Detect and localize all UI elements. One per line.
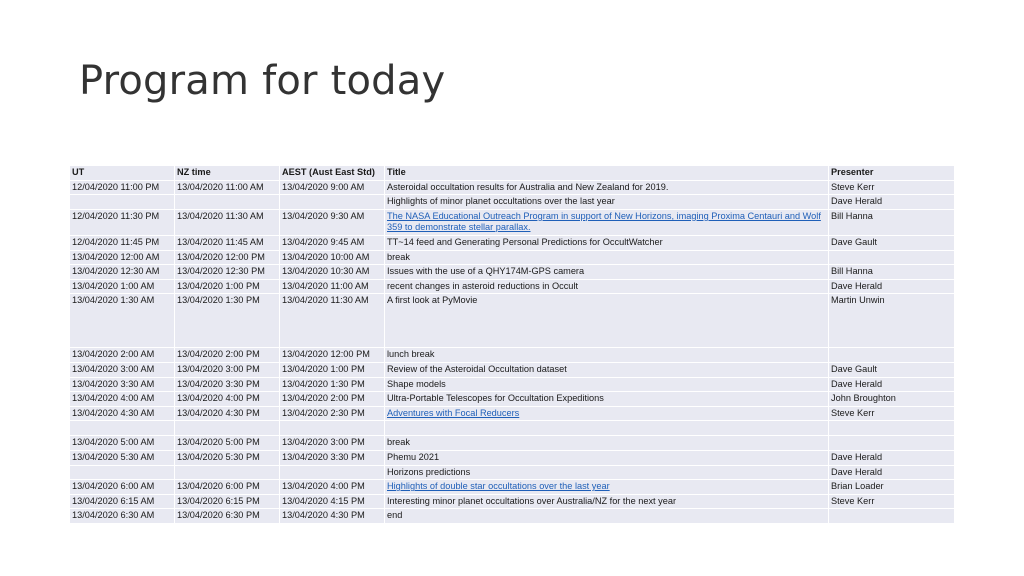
table-header-row: [70, 166, 955, 181]
table-row: [70, 265, 955, 280]
cell-nz-time: 13/04/2020 4:00 PM: [175, 392, 280, 407]
cell-nz-time: [175, 195, 280, 210]
cell-title: Asteroidal occultation results for Australia and New Zealand for 2019.: [385, 180, 829, 195]
cell-ut: 13/04/2020 5:00 AM: [70, 436, 175, 451]
cell-aest: 13/04/2020 1:00 PM: [280, 362, 385, 377]
cell-ut: [70, 465, 175, 480]
table-row: [70, 509, 955, 524]
cell-title: recent changes in asteroid reductions in Occult: [385, 279, 829, 294]
table-row: [70, 362, 955, 377]
table-row: [70, 406, 955, 421]
cell-presenter: John Broughton: [829, 392, 955, 407]
cell-nz-time: 13/04/2020 3:00 PM: [175, 362, 280, 377]
focal-reducers-link[interactable]: Adventures with Focal Reducers: [387, 407, 520, 418]
cell-nz-time: 13/04/2020 6:15 PM: [175, 494, 280, 509]
cell-ut: 12/04/2020 11:45 PM: [70, 235, 175, 250]
cell-ut: 12/04/2020 11:30 PM: [70, 209, 175, 235]
cell-title: [385, 209, 829, 235]
new-horizons-link[interactable]: The NASA Educational Outreach Program in support of New Horizons, imaging Proxima Centauri and Wolf 359 to demonstrate stellar parallax.: [387, 210, 821, 233]
header-aest: AEST (Aust East Std): [280, 166, 385, 181]
cell-title: Highlights of minor planet occultations over the last year: [385, 195, 829, 210]
cell-nz-time: 13/04/2020 5:00 PM: [175, 436, 280, 451]
cell-title: Review of the Asteroidal Occultation dataset: [385, 362, 829, 377]
cell-aest: 13/04/2020 10:00 AM: [280, 250, 385, 265]
cell-aest: 13/04/2020 11:30 AM: [280, 294, 385, 348]
double-star-link[interactable]: Highlights of double star occultations over the last year: [387, 481, 610, 492]
cell-aest: 13/04/2020 1:30 PM: [280, 377, 385, 392]
cell-aest: [280, 465, 385, 480]
cell-title: break: [385, 436, 829, 451]
table-row: [70, 480, 955, 495]
cell-ut: 13/04/2020 12:00 AM: [70, 250, 175, 265]
cell-aest: 13/04/2020 3:00 PM: [280, 436, 385, 451]
cell-presenter: Brian Loader: [829, 480, 955, 495]
table-row: [70, 348, 955, 363]
cell-title: [385, 480, 829, 495]
cell-aest: 13/04/2020 2:30 PM: [280, 406, 385, 421]
cell-title: break: [385, 250, 829, 265]
cell-aest: 13/04/2020 9:30 AM: [280, 209, 385, 235]
cell-ut: 13/04/2020 2:00 AM: [70, 348, 175, 363]
header-title: Title: [385, 166, 829, 181]
cell-aest: 13/04/2020 4:15 PM: [280, 494, 385, 509]
cell-presenter: [829, 436, 955, 451]
cell-title: Phemu 2021: [385, 450, 829, 465]
cell-nz-time: 13/04/2020 6:30 PM: [175, 509, 280, 524]
program-table: [69, 165, 955, 524]
cell-aest: 13/04/2020 9:45 AM: [280, 235, 385, 250]
cell-presenter: Steve Kerr: [829, 180, 955, 195]
cell-title: Interesting minor planet occultations over Australia/NZ for the next year: [385, 494, 829, 509]
cell-aest: [280, 195, 385, 210]
cell-nz-time: 13/04/2020 11:00 AM: [175, 180, 280, 195]
cell-title: Horizons predictions: [385, 465, 829, 480]
cell-presenter: Dave Herald: [829, 465, 955, 480]
table-row: [70, 235, 955, 250]
cell-presenter: [829, 250, 955, 265]
header-ut: UT: [70, 166, 175, 181]
cell-ut: 13/04/2020 1:30 AM: [70, 294, 175, 348]
cell-aest: 13/04/2020 4:00 PM: [280, 480, 385, 495]
cell-nz-time: 13/04/2020 11:45 AM: [175, 235, 280, 250]
table-row: [70, 195, 955, 210]
cell-presenter: Bill Hanna: [829, 265, 955, 280]
cell-title: lunch break: [385, 348, 829, 363]
cell-title: Ultra-Portable Telescopes for Occultation Expeditions: [385, 392, 829, 407]
cell-nz-time: 13/04/2020 4:30 PM: [175, 406, 280, 421]
cell-nz-time: 13/04/2020 12:30 PM: [175, 265, 280, 280]
cell-presenter: Martin Unwin: [829, 294, 955, 348]
cell-ut: 13/04/2020 5:30 AM: [70, 450, 175, 465]
cell-aest: 13/04/2020 2:00 PM: [280, 392, 385, 407]
cell-presenter: Dave Herald: [829, 279, 955, 294]
cell-nz-time: 13/04/2020 1:00 PM: [175, 279, 280, 294]
cell-presenter: Dave Gault: [829, 235, 955, 250]
cell-presenter: Dave Herald: [829, 450, 955, 465]
table-row: [70, 392, 955, 407]
table-row: [70, 180, 955, 195]
cell-ut: 13/04/2020 6:00 AM: [70, 480, 175, 495]
cell-presenter: Dave Herald: [829, 377, 955, 392]
cell-nz-time: 13/04/2020 3:30 PM: [175, 377, 280, 392]
cell-aest: 13/04/2020 11:00 AM: [280, 279, 385, 294]
cell-ut: 12/04/2020 11:00 PM: [70, 180, 175, 195]
cell-ut: 13/04/2020 12:30 AM: [70, 265, 175, 280]
cell-ut: [70, 195, 175, 210]
cell-presenter: [829, 509, 955, 524]
cell-nz-time: 13/04/2020 2:00 PM: [175, 348, 280, 363]
cell-aest: 13/04/2020 3:30 PM: [280, 450, 385, 465]
cell-ut: 13/04/2020 6:30 AM: [70, 509, 175, 524]
cell-presenter: [829, 348, 955, 363]
cell-title: end: [385, 509, 829, 524]
cell-ut: 13/04/2020 6:15 AM: [70, 494, 175, 509]
table-row: [70, 209, 955, 235]
cell-title: Issues with the use of a QHY174M-GPS camera: [385, 265, 829, 280]
cell-title: Shape models: [385, 377, 829, 392]
cell-nz-time: [175, 465, 280, 480]
cell-ut: 13/04/2020 4:00 AM: [70, 392, 175, 407]
cell-nz-time: 13/04/2020 5:30 PM: [175, 450, 280, 465]
cell-nz-time: 13/04/2020 11:30 AM: [175, 209, 280, 235]
cell-presenter: Bill Hanna: [829, 209, 955, 235]
table-row: [70, 465, 955, 480]
cell-aest: 13/04/2020 4:30 PM: [280, 509, 385, 524]
cell-ut: 13/04/2020 3:00 AM: [70, 362, 175, 377]
table-row: [70, 450, 955, 465]
cell-presenter: Steve Kerr: [829, 406, 955, 421]
table-row: [70, 494, 955, 509]
table-row: [70, 279, 955, 294]
cell-nz-time: 13/04/2020 6:00 PM: [175, 480, 280, 495]
cell-aest: 13/04/2020 10:30 AM: [280, 265, 385, 280]
cell-title: [385, 406, 829, 421]
table-row: [70, 294, 955, 348]
table-spacer-row: [70, 421, 955, 436]
table-row: [70, 250, 955, 265]
cell-title: TT~14 feed and Generating Personal Predictions for OccultWatcher: [385, 235, 829, 250]
header-presenter: Presenter: [829, 166, 955, 181]
cell-presenter: Dave Gault: [829, 362, 955, 377]
table-row: [70, 377, 955, 392]
cell-ut: 13/04/2020 3:30 AM: [70, 377, 175, 392]
cell-ut: 13/04/2020 4:30 AM: [70, 406, 175, 421]
cell-nz-time: 13/04/2020 1:30 PM: [175, 294, 280, 348]
header-nz-time: NZ time: [175, 166, 280, 181]
cell-aest: 13/04/2020 12:00 PM: [280, 348, 385, 363]
cell-nz-time: 13/04/2020 12:00 PM: [175, 250, 280, 265]
cell-presenter: Steve Kerr: [829, 494, 955, 509]
cell-title: A first look at PyMovie: [385, 294, 829, 348]
table-row: [70, 436, 955, 451]
cell-presenter: Dave Herald: [829, 195, 955, 210]
page-title: Program for today: [79, 58, 446, 104]
cell-aest: 13/04/2020 9:00 AM: [280, 180, 385, 195]
cell-ut: 13/04/2020 1:00 AM: [70, 279, 175, 294]
